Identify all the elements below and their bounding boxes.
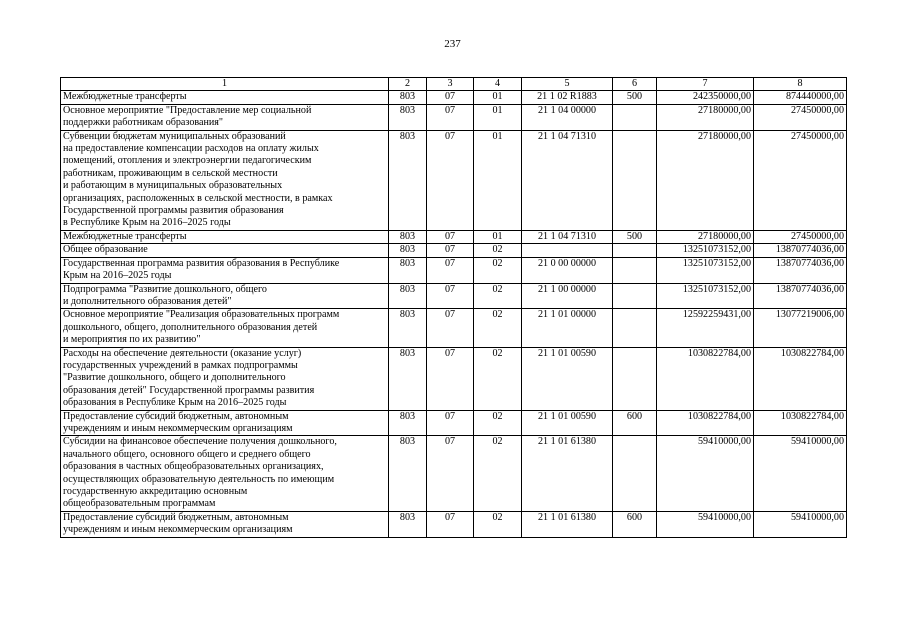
row-code-vr bbox=[613, 130, 657, 230]
row-code-csr: 21 1 00 00000 bbox=[522, 283, 613, 309]
row-code-vr: 500 bbox=[613, 91, 657, 104]
row-amount-2022: 27450000,00 bbox=[754, 230, 847, 243]
row-code-rz: 07 bbox=[427, 91, 474, 104]
table-row bbox=[61, 347, 847, 410]
row-code-csr: 21 1 04 71310 bbox=[522, 130, 613, 230]
row-code-csr: 21 1 01 61380 bbox=[522, 511, 613, 537]
row-code-gr: 803 bbox=[389, 283, 427, 309]
row-code-rz: 07 bbox=[427, 283, 474, 309]
row-code-gr: 803 bbox=[389, 91, 427, 104]
row-amount-2021: 59410000,00 bbox=[657, 436, 754, 511]
row-code-vr bbox=[613, 257, 657, 283]
row-code-rz: 07 bbox=[427, 257, 474, 283]
row-code-rz: 07 bbox=[427, 410, 474, 436]
row-code-rz: 07 bbox=[427, 230, 474, 243]
row-code-gr: 803 bbox=[389, 347, 427, 410]
row-amount-2022: 59410000,00 bbox=[754, 511, 847, 537]
row-amount-2021: 59410000,00 bbox=[657, 511, 754, 537]
row-amount-2021: 12592259431,00 bbox=[657, 309, 754, 347]
row-amount-2021: 27180000,00 bbox=[657, 104, 754, 130]
row-code-csr: 21 1 01 61380 bbox=[522, 436, 613, 511]
row-amount-2022: 13870774036,00 bbox=[754, 283, 847, 309]
row-code-rz: 07 bbox=[427, 104, 474, 130]
header-cell: 6 bbox=[613, 78, 657, 91]
row-code-rz: 07 bbox=[427, 347, 474, 410]
row-code-gr: 803 bbox=[389, 130, 427, 230]
row-name: Подпрограмма "Развитие дошкольного, общего и дополнительного образования детей" bbox=[61, 283, 389, 309]
row-amount-2021: 242350000,00 bbox=[657, 91, 754, 104]
table-row bbox=[61, 511, 847, 537]
row-amount-2022: 27450000,00 bbox=[754, 104, 847, 130]
row-amount-2021: 13251073152,00 bbox=[657, 283, 754, 309]
header-cell: 8 bbox=[754, 78, 847, 91]
row-code-vr: 600 bbox=[613, 511, 657, 537]
row-name: Основное мероприятие "Реализация образовательных программ дошкольного, общего, дополнительного образования детей и мероприятия по их развитию" bbox=[61, 309, 389, 347]
row-code-gr: 803 bbox=[389, 436, 427, 511]
row-code-pr: 02 bbox=[474, 244, 522, 257]
row-code-csr: 21 1 01 00590 bbox=[522, 347, 613, 410]
page-number: 237 bbox=[444, 38, 461, 50]
row-code-csr: 21 1 02 R1883 bbox=[522, 91, 613, 104]
row-amount-2022: 1030822784,00 bbox=[754, 347, 847, 410]
row-name: Субсидии на финансовое обеспечение получения дошкольного, начального общего, основного общего и среднего общего образования в частных общеобразовательных организациях, осуществляющих образовательную деятельность по имеющим государственную аккредитацию основным общеобразовательным программам bbox=[61, 436, 389, 511]
row-name: Предоставление субсидий бюджетным, автономным учреждениям и иным некоммерческим организациям bbox=[61, 410, 389, 436]
row-code-vr: 600 bbox=[613, 410, 657, 436]
table-row bbox=[61, 244, 847, 257]
row-amount-2022: 874440000,00 bbox=[754, 91, 847, 104]
row-code-rz: 07 bbox=[427, 309, 474, 347]
row-code-vr: 500 bbox=[613, 230, 657, 243]
row-code-vr bbox=[613, 283, 657, 309]
row-code-csr: 21 0 00 00000 bbox=[522, 257, 613, 283]
row-code-pr: 01 bbox=[474, 230, 522, 243]
table-row bbox=[61, 436, 847, 511]
row-amount-2021: 13251073152,00 bbox=[657, 244, 754, 257]
row-code-vr bbox=[613, 244, 657, 257]
row-name: Субвенции бюджетам муниципальных образований на предоставление компенсации расходов на оплату жилых помещений, отопления и электроэнергии педагогическим работникам, проживающим в сельской местности и работающим в муниципальных образовательных организациях, расположенных в сельской местности, в рамках Государственной программы развития образования в Республике Крым на 2016–2025 годы bbox=[61, 130, 389, 230]
table-row bbox=[61, 257, 847, 283]
table-row bbox=[61, 130, 847, 230]
header-cell: 1 bbox=[61, 78, 389, 91]
table-row bbox=[61, 283, 847, 309]
row-name: Межбюджетные трансферты bbox=[61, 230, 389, 243]
row-code-pr: 01 bbox=[474, 91, 522, 104]
row-code-vr bbox=[613, 436, 657, 511]
header-cell: 4 bbox=[474, 78, 522, 91]
header-cell: 2 bbox=[389, 78, 427, 91]
table-row bbox=[61, 410, 847, 436]
row-amount-2022: 13077219006,00 bbox=[754, 309, 847, 347]
row-name: Предоставление субсидий бюджетным, автономным учреждениям и иным некоммерческим организациям bbox=[61, 511, 389, 537]
table-row bbox=[61, 104, 847, 130]
row-amount-2021: 27180000,00 bbox=[657, 230, 754, 243]
row-name: Расходы на обеспечение деятельности (оказание услуг) государственных учреждений в рамках подпрограммы "Развитие дошкольного, общего и дополнительного образования детей" Государственной программы развития образования в Республике Крым на 2016–2025 годы bbox=[61, 347, 389, 410]
table-row bbox=[61, 230, 847, 243]
row-code-vr bbox=[613, 309, 657, 347]
header-cell: 3 bbox=[427, 78, 474, 91]
row-amount-2022: 13870774036,00 bbox=[754, 244, 847, 257]
row-code-gr: 803 bbox=[389, 410, 427, 436]
table-row bbox=[61, 309, 847, 347]
row-code-rz: 07 bbox=[427, 511, 474, 537]
table-header-row bbox=[61, 78, 847, 91]
row-code-gr: 803 bbox=[389, 244, 427, 257]
row-amount-2022: 1030822784,00 bbox=[754, 410, 847, 436]
table-row bbox=[61, 91, 847, 104]
row-name: Межбюджетные трансферты bbox=[61, 91, 389, 104]
row-code-pr: 02 bbox=[474, 347, 522, 410]
row-code-pr: 02 bbox=[474, 257, 522, 283]
row-code-vr bbox=[613, 104, 657, 130]
header-cell: 5 bbox=[522, 78, 613, 91]
row-amount-2022: 59410000,00 bbox=[754, 436, 847, 511]
row-code-gr: 803 bbox=[389, 309, 427, 347]
row-name: Основное мероприятие "Предоставление мер социальной поддержки работникам образования" bbox=[61, 104, 389, 130]
row-code-vr bbox=[613, 347, 657, 410]
row-code-rz: 07 bbox=[427, 244, 474, 257]
row-amount-2022: 27450000,00 bbox=[754, 130, 847, 230]
row-code-csr: 21 1 01 00000 bbox=[522, 309, 613, 347]
row-code-pr: 01 bbox=[474, 130, 522, 230]
row-code-pr: 02 bbox=[474, 511, 522, 537]
row-code-pr: 01 bbox=[474, 104, 522, 130]
row-code-pr: 02 bbox=[474, 283, 522, 309]
row-amount-2022: 13870774036,00 bbox=[754, 257, 847, 283]
row-amount-2021: 1030822784,00 bbox=[657, 410, 754, 436]
row-code-csr bbox=[522, 244, 613, 257]
budget-table bbox=[60, 77, 847, 538]
row-code-rz: 07 bbox=[427, 436, 474, 511]
row-code-csr: 21 1 01 00590 bbox=[522, 410, 613, 436]
row-code-csr: 21 1 04 71310 bbox=[522, 230, 613, 243]
row-amount-2021: 27180000,00 bbox=[657, 130, 754, 230]
row-name: Государственная программа развития образования в Республике Крым на 2016–2025 годы bbox=[61, 257, 389, 283]
row-code-gr: 803 bbox=[389, 257, 427, 283]
row-code-gr: 803 bbox=[389, 230, 427, 243]
row-code-csr: 21 1 04 00000 bbox=[522, 104, 613, 130]
row-code-pr: 02 bbox=[474, 410, 522, 436]
row-code-gr: 803 bbox=[389, 511, 427, 537]
header-cell: 7 bbox=[657, 78, 754, 91]
row-amount-2021: 1030822784,00 bbox=[657, 347, 754, 410]
row-code-pr: 02 bbox=[474, 436, 522, 511]
row-code-gr: 803 bbox=[389, 104, 427, 130]
row-amount-2021: 13251073152,00 bbox=[657, 257, 754, 283]
row-code-pr: 02 bbox=[474, 309, 522, 347]
row-code-rz: 07 bbox=[427, 130, 474, 230]
row-name: Общее образование bbox=[61, 244, 389, 257]
